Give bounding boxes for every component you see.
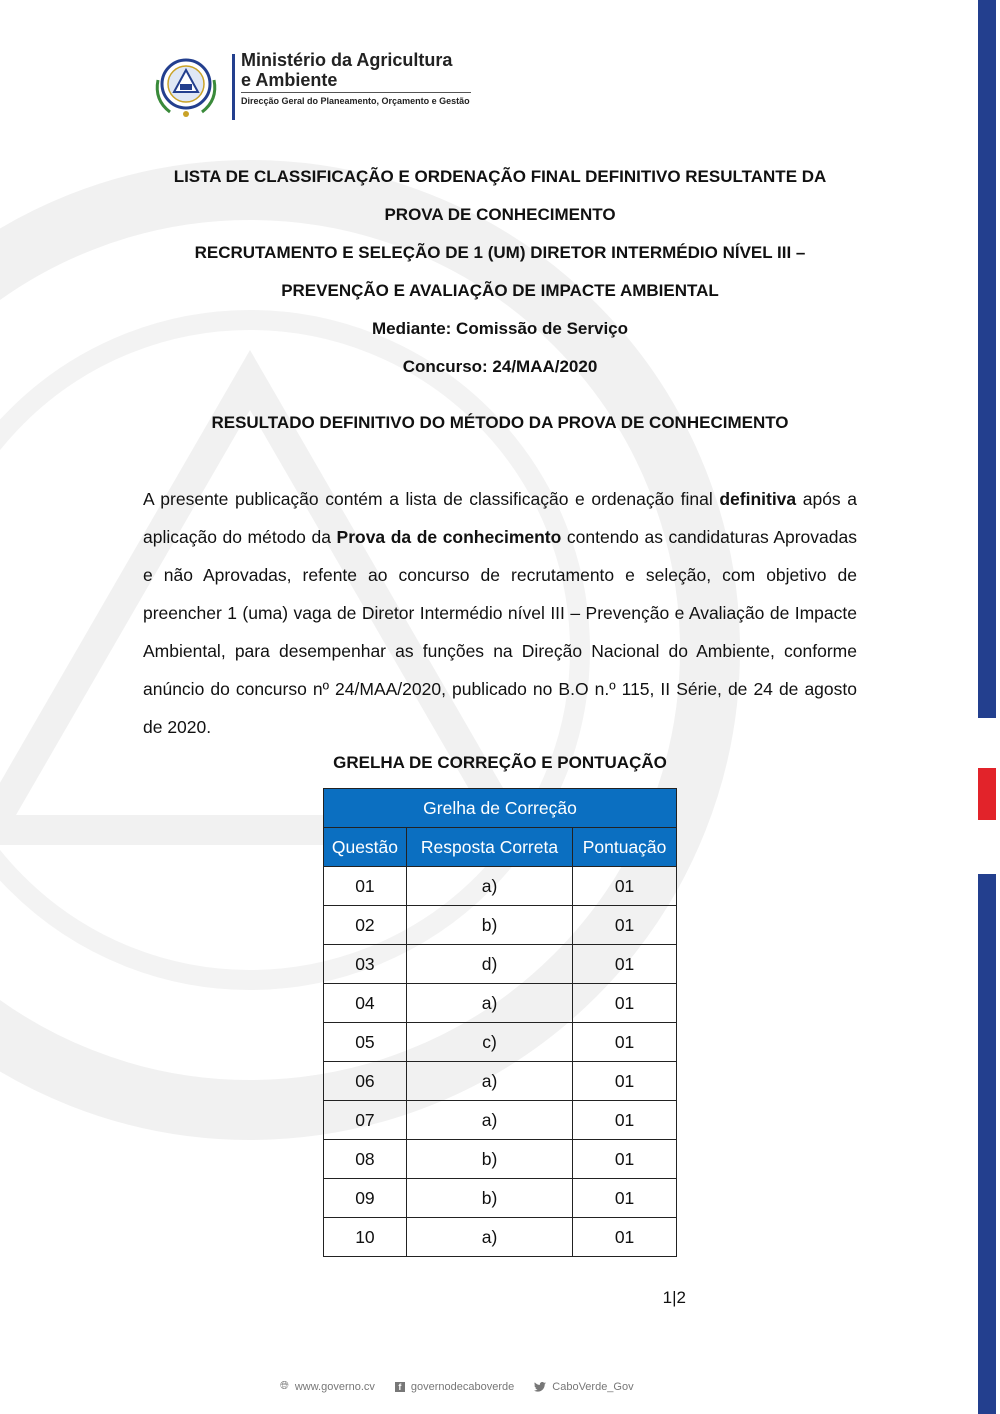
body-paragraph [143, 480, 857, 746]
header-divider [232, 54, 235, 120]
table-row [324, 1023, 677, 1062]
paragraph-bold: Prova da de conhecimento [336, 526, 562, 547]
answer-cell: c) [406, 1023, 572, 1062]
letterhead [146, 50, 471, 122]
table-row [324, 867, 677, 906]
paragraph-text: A presente publicação contém a lista de classificação e ordenação final [143, 488, 720, 509]
website-link[interactable]: www.governo.cv [294, 1380, 375, 1393]
score-cell: 01 [573, 984, 677, 1023]
column-header: Pontuação [573, 828, 677, 867]
answer-cell: b) [406, 1140, 572, 1179]
answer-cell: d) [406, 945, 572, 984]
question-cell: 05 [324, 1023, 407, 1062]
column-header: Questão [324, 828, 407, 867]
question-cell: 07 [324, 1101, 407, 1140]
paragraph-text: contendo as candidaturas Aprovadas e não Aprovadas, refente ao concurso de recrutamento e seleção, com objetivo de preencher 1 (uma) vaga de Diretor Intermédio nível III – Prevenção e Avaliação de Impacte Ambiental, para desempenhar as funções na Direção Nacional do Ambiente, conforme anúncio do concurso nº 24/MAA/2020, publicado no B.O n.º 115, II Série, de 24 de agosto de 2020. [143, 526, 857, 737]
page-number: 1|2 [662, 1288, 686, 1307]
twitter-link[interactable]: CaboVerde_Gov [552, 1380, 634, 1393]
facebook-icon: f [395, 1382, 405, 1392]
title-line: Mediante: Comissão de Serviço [371, 319, 629, 338]
question-cell: 02 [324, 906, 407, 945]
table-row [324, 1179, 677, 1218]
side-bar-top [978, 0, 996, 718]
twitter-icon [534, 1382, 546, 1392]
answer-cell: a) [406, 984, 572, 1023]
table-row [324, 945, 677, 984]
correction-grid-table [323, 788, 677, 1257]
title-line: PROVA DE CONHECIMENTO [384, 205, 616, 224]
side-bar-red [978, 768, 996, 820]
answer-cell: a) [406, 1218, 572, 1257]
question-cell: 10 [324, 1218, 407, 1257]
score-cell: 01 [573, 867, 677, 906]
grid-section-title: GRELHA DE CORREÇÃO E PONTUAÇÃO [333, 753, 667, 772]
answer-cell: a) [406, 867, 572, 906]
question-cell: 03 [324, 945, 407, 984]
table-row [324, 906, 677, 945]
coat-of-arms-icon [146, 50, 226, 122]
paragraph-bold: definitiva [719, 488, 797, 509]
table-row [324, 1101, 677, 1140]
title-line: RECRUTAMENTO E SELEÇÃO DE 1 (UM) DIRETOR INTERMÉDIO NÍVEL III – [194, 243, 806, 262]
document-titles [120, 158, 880, 386]
score-cell: 01 [573, 1179, 677, 1218]
question-cell: 04 [324, 984, 407, 1023]
score-cell: 01 [573, 1023, 677, 1062]
side-bar-bottom [978, 874, 996, 1414]
answer-cell: a) [406, 1101, 572, 1140]
ministry-name-line1: Ministério da Agricultura [241, 50, 453, 70]
question-cell: 09 [324, 1179, 407, 1218]
answer-cell: b) [406, 1179, 572, 1218]
table-row [324, 1140, 677, 1179]
score-cell: 01 [573, 945, 677, 984]
answer-cell: a) [406, 1062, 572, 1101]
ministry-underline [241, 92, 471, 93]
table-caption: Grelha de Correção [324, 789, 677, 828]
facebook-link[interactable]: governodecaboverde [410, 1380, 515, 1393]
question-cell: 08 [324, 1140, 407, 1179]
title-line: PREVENÇÃO E AVALIAÇÃO DE IMPACTE AMBIENTAL [281, 281, 719, 300]
score-cell: 01 [573, 1062, 677, 1101]
score-cell: 01 [573, 1101, 677, 1140]
title-line: LISTA DE CLASSIFICAÇÃO E ORDENAÇÃO FINAL DEFINITIVO RESULTANTE DA [173, 167, 827, 186]
question-cell: 06 [324, 1062, 407, 1101]
score-cell: 01 [573, 906, 677, 945]
title-line: Concurso: 24/MAA/2020 [402, 357, 598, 376]
question-cell: 01 [324, 867, 407, 906]
globe-icon: 🌐︎ [280, 1380, 289, 1392]
paragraph-text: após a aplicação do método da [143, 488, 857, 547]
table-row [324, 984, 677, 1023]
score-cell: 01 [573, 1140, 677, 1179]
ministry-block [241, 50, 471, 106]
result-subheading: RESULTADO DEFINITIVO DO MÉTODO DA PROVA DE CONHECIMENTO [211, 413, 789, 432]
footer [280, 1380, 634, 1393]
answer-cell: b) [406, 906, 572, 945]
table-row [324, 1062, 677, 1101]
department-name: Direcção Geral do Planeamento, Orçamento e Gestão [241, 96, 470, 106]
column-header: Resposta Correta [406, 828, 572, 867]
table-row [324, 1218, 677, 1257]
score-cell: 01 [573, 1218, 677, 1257]
ministry-name-line2: e Ambiente [241, 70, 338, 90]
